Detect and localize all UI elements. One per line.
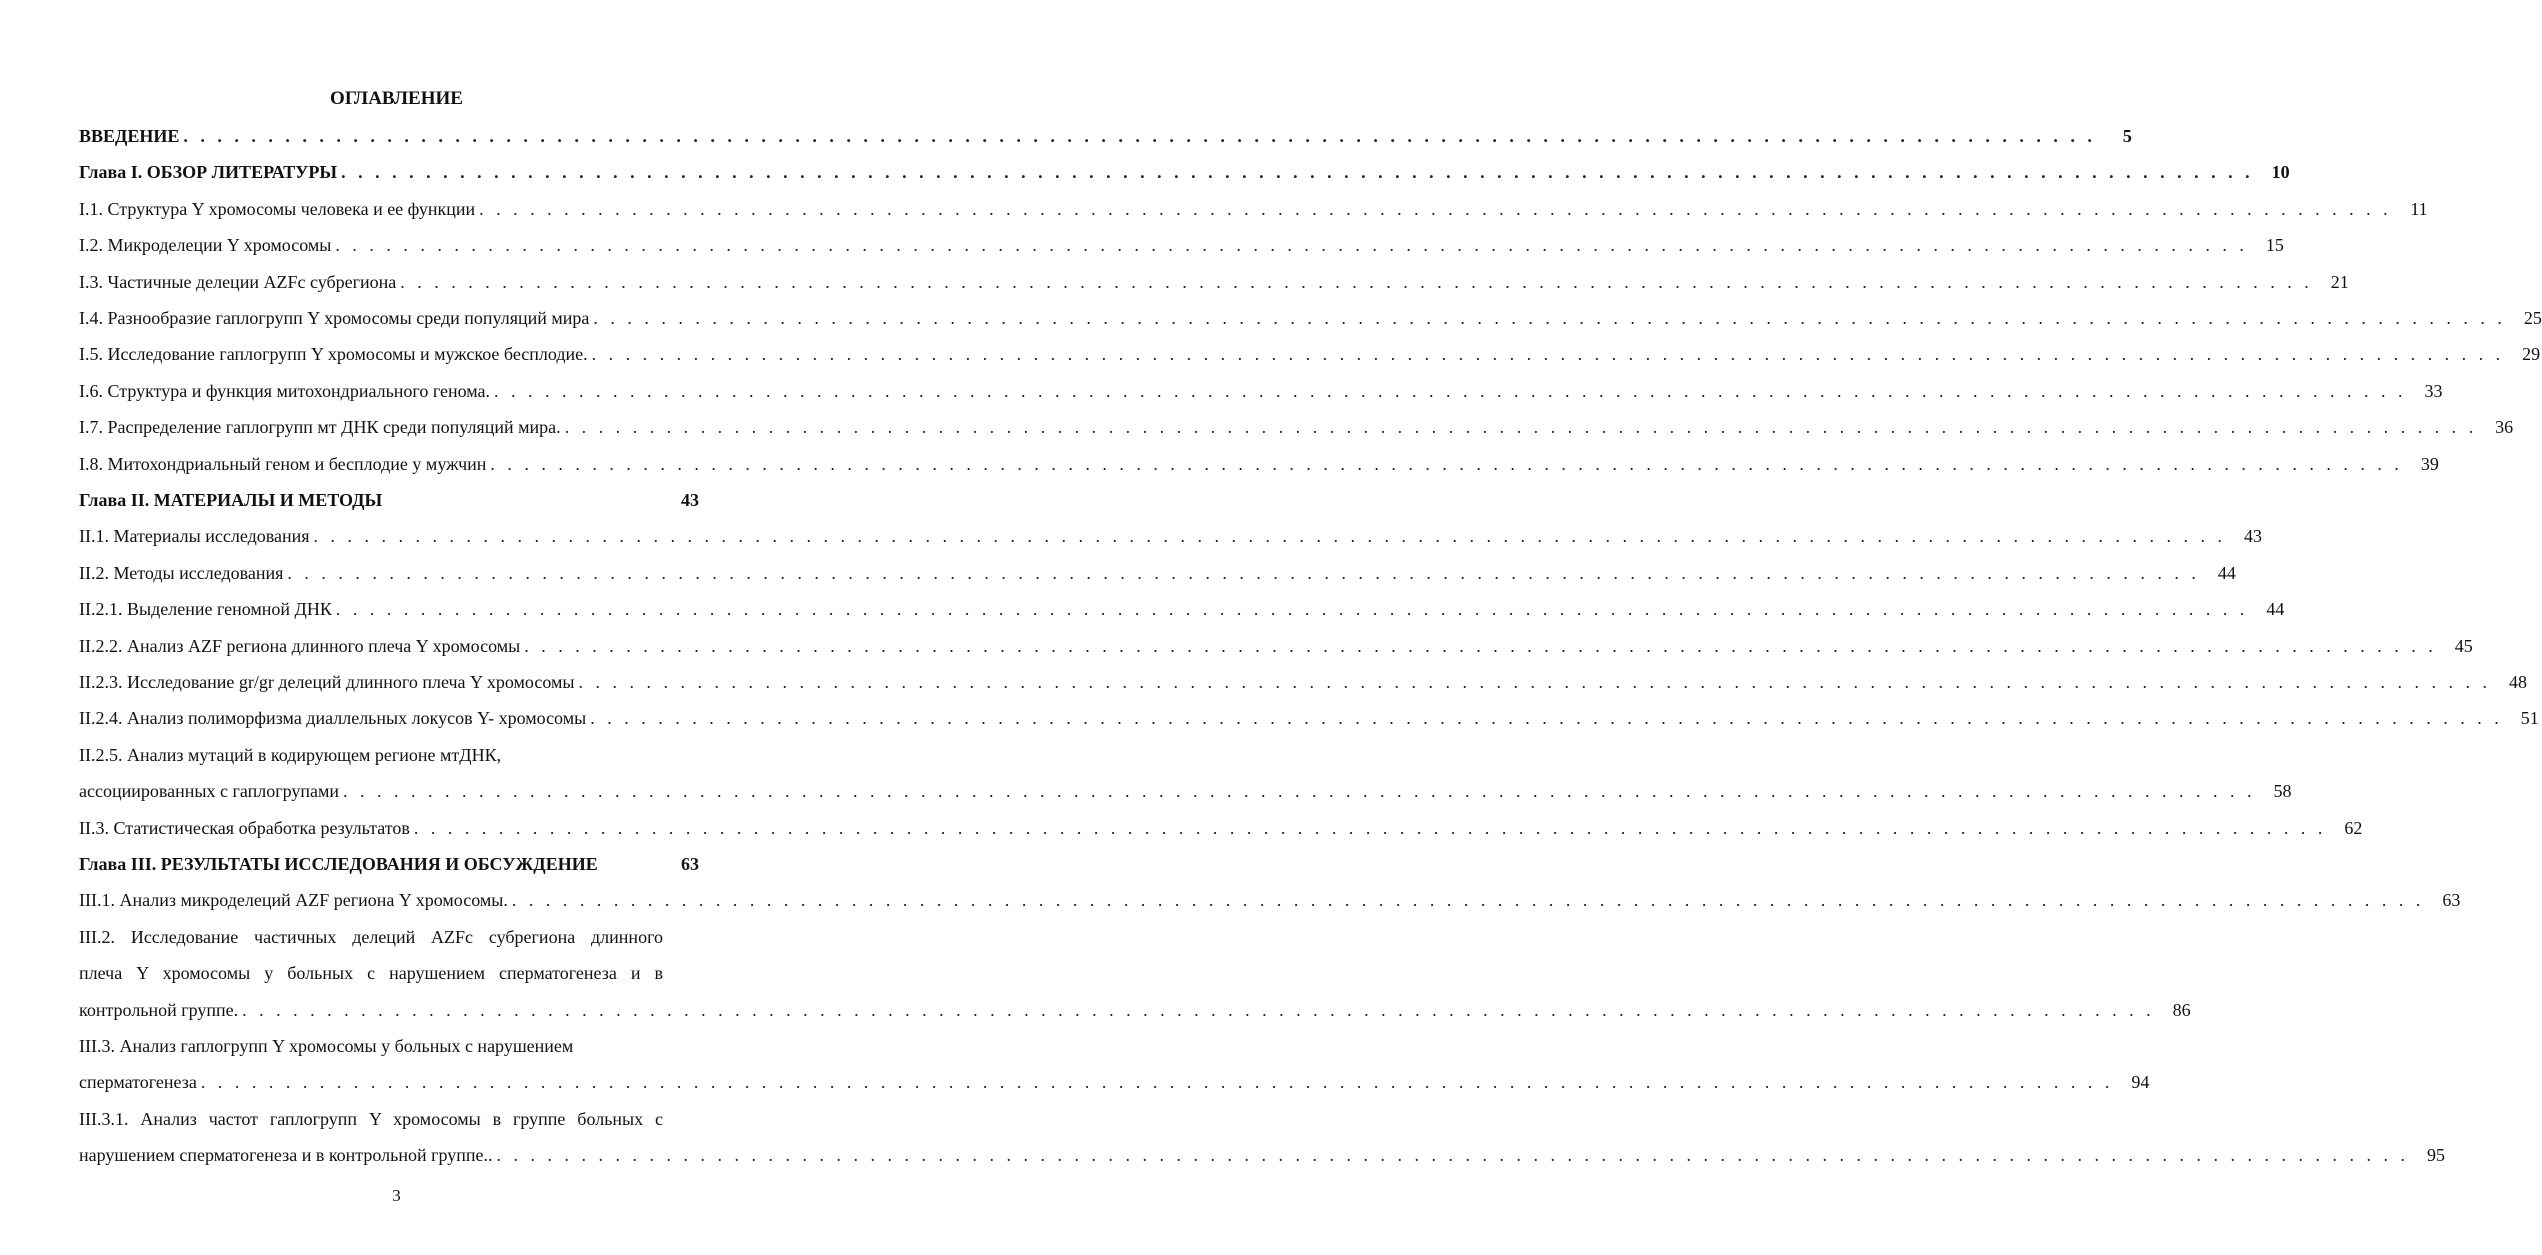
toc-page-number: 43: [2244, 526, 2263, 546]
toc-entry-title: Глава II. МАТЕРИАЛЫ И МЕТОДЫ: [79, 490, 383, 510]
toc-entry-title: сперматогенеза: [79, 1072, 197, 1092]
toc-entry: [79, 196, 2428, 222]
toc-page-number: 25: [2523, 308, 2542, 328]
page-number: 3: [392, 1186, 401, 1205]
toc-page-number: 36: [2495, 417, 2514, 437]
dot-leader: [179, 123, 2096, 149]
toc-chapter-heading: [79, 159, 2290, 185]
dot-leader: [310, 523, 2227, 549]
toc-entry: [79, 1069, 2150, 1095]
toc-entry: [79, 815, 2363, 841]
toc-page-number: 5: [2122, 126, 2132, 146]
toc-entry: [79, 523, 2263, 549]
toc-entry: [79, 341, 2541, 367]
dot-leader: [586, 705, 2503, 731]
toc-entry: [79, 232, 2284, 258]
toc-page-number: 48: [2509, 672, 2528, 692]
toc-page-number: 21: [2330, 272, 2349, 292]
toc-entry-title: плеча Y хромосомы у больных с нарушением сперматогенеза и в: [79, 963, 663, 983]
dot-leader: [332, 596, 2249, 622]
dot-leader: [339, 778, 2256, 804]
page-title: ОГЛАВЛЕНИЕ: [330, 88, 463, 109]
toc-entry: [79, 887, 2461, 913]
toc-page-number: 29: [2522, 344, 2541, 364]
dot-leader: [475, 196, 2392, 222]
dot-leader: [561, 414, 2478, 440]
toc-page-number: 95: [2427, 1145, 2446, 1165]
toc-page-number: 44: [2217, 563, 2236, 583]
dot-leader: [588, 341, 2505, 367]
toc-entry: [79, 669, 2528, 695]
toc-entry: [79, 1106, 699, 1132]
toc-page-number: 63: [681, 854, 699, 874]
toc-entry-title: II.2.4. Анализ полиморфизма диаллельных локусов Y- хромосомы: [79, 708, 587, 728]
toc-entry-title: Глава III. РЕЗУЛЬТАТЫ ИССЛЕДОВАНИЯ И ОБСУЖДЕНИЕ: [79, 854, 598, 874]
toc-entry-title: II.2.3. Исследование gr/gr делеций длинного плеча Y хромосомы: [79, 672, 575, 692]
toc-entry: [79, 560, 2236, 586]
toc-page-number: 33: [2424, 381, 2443, 401]
toc-entry-title: I.3. Частичные делеции AZFc субрегиона: [79, 272, 397, 292]
toc-page-number: 39: [2420, 454, 2439, 474]
toc-entry-title: I.2. Микроделеции Y хромосомы: [79, 235, 332, 255]
toc-page-number: 43: [681, 490, 699, 510]
dot-leader: [410, 815, 2327, 841]
toc-entry: [79, 997, 2191, 1023]
toc-entry-title: I.8. Митохондриальный геном и бесплодие у мужчин: [79, 454, 487, 474]
toc-entry: [79, 378, 2443, 404]
toc-entry-title: II.1. Материалы исследования: [79, 526, 310, 546]
toc-entry-title: контрольной группе.: [79, 1000, 239, 1020]
dot-leader: [337, 159, 2254, 185]
dot-leader: [396, 269, 2313, 295]
toc-chapter-heading: [79, 487, 699, 513]
toc-entry-title: Глава I. ОБЗОР ЛИТЕРАТУРЫ: [79, 162, 338, 182]
dot-leader: [493, 1142, 2410, 1168]
dot-leader: [283, 560, 2200, 586]
dot-leader: [508, 887, 2425, 913]
dot-leader: [520, 633, 2437, 659]
toc-entry-title: III.1. Анализ микроделеций AZF региона Y хромосомы.: [79, 890, 508, 910]
dot-leader: [575, 669, 2492, 695]
toc-entry: [79, 414, 2514, 440]
toc-page-number: 62: [2344, 818, 2363, 838]
dot-leader: [490, 378, 2407, 404]
toc-chapter-heading: [79, 851, 699, 877]
toc-entry: [79, 305, 2542, 331]
toc-entry-title: II.2.2. Анализ AZF региона длинного плеча Y хромосомы: [79, 636, 521, 656]
toc-entry: [79, 633, 2473, 659]
toc-entry: [79, 742, 699, 768]
toc-entry: [79, 960, 699, 986]
toc-page-number: 11: [2410, 199, 2428, 219]
toc-entry-title: нарушением сперматогенеза и в контрольной группе..: [79, 1145, 493, 1165]
toc-entry-title: III.3.1. Анализ частот гаплогрупп Y хромосомы в группе больных с: [79, 1109, 663, 1129]
toc-entry: [79, 1142, 2446, 1168]
dot-leader: [486, 451, 2403, 477]
toc-entry-title: I.1. Структура Y хромосомы человека и ее функции: [79, 199, 476, 219]
toc-entry-title: ВВЕДЕНИЕ: [79, 126, 180, 146]
toc-entry-title: I.4. Разнообразие гаплогрупп Y хромосомы среди популяций мира: [79, 308, 590, 328]
toc-entry-title: III.2. Исследование частичных делеций AZFc субрегиона длинного: [79, 927, 663, 947]
dot-leader: [331, 232, 2248, 258]
toc-entry: [79, 451, 2439, 477]
toc-entry-title: I.7. Распределение гаплогрупп мт ДНК среди популяций мира.: [79, 417, 561, 437]
toc-page-number: 15: [2265, 235, 2284, 255]
toc-page-number: 63: [2442, 890, 2461, 910]
toc-page-number: 45: [2454, 636, 2473, 656]
toc-page-number: 44: [2266, 599, 2285, 619]
toc-entry-title: II.2. Методы исследования: [79, 563, 284, 583]
toc-entry-title: II.2.1. Выделение геномной ДНК: [79, 599, 332, 619]
toc-entry-title: I.5. Исследование гаплогрупп Y хромосомы и мужское бесплодие.: [79, 344, 588, 364]
toc-page-number: 94: [2131, 1072, 2150, 1092]
toc-entry-title: II.2.5. Анализ мутаций в кодирующем регионе мтДНК,: [79, 745, 502, 765]
toc-entry-title: ассоциированных с гаплогрупами: [79, 781, 340, 801]
dot-leader: [238, 997, 2155, 1023]
toc-entry-title: III.3. Анализ гаплогрупп Y хромосомы у больных с нарушением: [79, 1036, 574, 1056]
toc-entry: [79, 1033, 699, 1059]
toc-page-number: 58: [2273, 781, 2292, 801]
toc-entry: [79, 705, 2539, 731]
toc-page-number: 51: [2520, 708, 2539, 728]
toc-page-number: 10: [2271, 162, 2290, 182]
toc-entry: [79, 778, 2292, 804]
toc-chapter-heading: [79, 123, 2132, 149]
toc-entry-title: I.6. Структура и функция митохондриального генома.: [79, 381, 491, 401]
dot-leader: [197, 1069, 2114, 1095]
toc-entry: [79, 269, 2349, 295]
toc-page-number: 86: [2172, 1000, 2191, 1020]
toc-entry: [79, 596, 2285, 622]
dot-leader: [589, 305, 2506, 331]
toc-entry: [79, 924, 699, 950]
toc-entry-title: II.3. Статистическая обработка результатов: [79, 818, 410, 838]
